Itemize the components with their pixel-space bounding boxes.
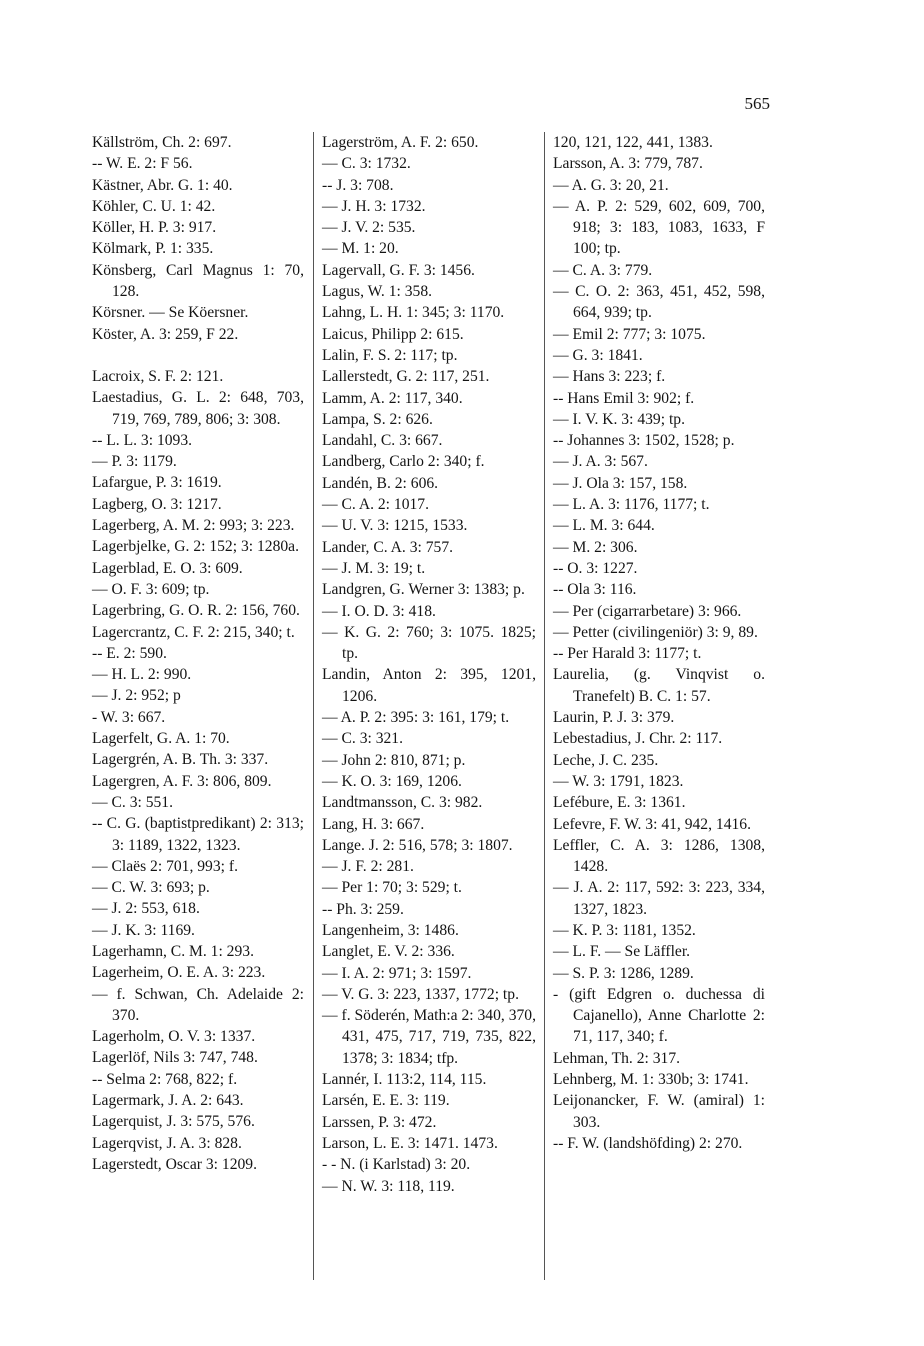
index-entry: — J. H. 3: 1732. (322, 197, 426, 215)
index-entry: — V. G. 3: 223, 1337, 1772; tp. (322, 985, 519, 1003)
index-entry: -- W. E. 2: F 56. (92, 155, 193, 173)
index-entry: — I. O. D. 3: 418. (322, 602, 436, 620)
index-entry: Lefevre, F. W. 3: 41, 942, 1416. (553, 815, 751, 833)
index-entry: Lagerheim, O. E. A. 3: 223. (92, 964, 266, 982)
index-entry: -- C. G. (baptistpredikant) 2: 313; 3: 1189, 1322, 1323. (92, 815, 304, 854)
index-entry: — C. 3: 321. (322, 730, 404, 748)
index-entry: Laestadius, G. L. 2: 648, 703, 719, 769, 789, 806; 3: 308. (92, 389, 304, 428)
index-entry: Langlet, E. V. 2: 336. (322, 943, 455, 961)
index-entry: — f. Söderén, Math:a 2: 340, 370, 431, 475, 717, 719, 735, 822, 1378; 3: 1834; tfp. (322, 1007, 536, 1067)
index-entry: Körsner. — Se Köersner. (92, 304, 249, 322)
index-entry: -- Per Harald 3: 1177; t. (553, 645, 702, 663)
index-entry: Lagberg, O. 3: 1217. (92, 495, 222, 513)
index-entry: -- Ola 3: 116. (553, 581, 637, 599)
index-entry: Lamm, A. 2: 117, 340. (322, 389, 463, 407)
index-entry: -- Selma 2: 768, 822; f. (92, 1070, 238, 1088)
index-entry: Lahng, L. H. 1: 345; 3: 1170. (322, 304, 505, 322)
index-entry: — C. O. 2: 363, 451, 452, 598, 664, 939; tp. (553, 283, 765, 322)
index-entry: — J. Ola 3: 157, 158. (553, 474, 688, 492)
index-entry: Lagergrén, A. B. Th. 3: 337. (92, 751, 269, 769)
index-entry: Lagerfelt, G. A. 1: 70. (92, 730, 230, 748)
index-entry: Lampa, S. 2: 626. (322, 410, 433, 428)
index-entry: Lagerholm, O. V. 3: 1337. (92, 1028, 256, 1046)
index-entry: - W. 3: 667. (92, 708, 166, 726)
index-entry: Källström, Ch. 2: 697. (92, 134, 232, 151)
index-entry: — N. W. 3: 118, 119. (322, 1177, 455, 1195)
index-entry: — Claës 2: 701, 993; f. (92, 857, 238, 875)
index-entry: Lagergren, A. F. 3: 806, 809. (92, 772, 272, 790)
index-entry: — A. G. 3: 20, 21. (553, 176, 669, 194)
index-entry: Lagerstedt, Oscar 3: 1209. (92, 1155, 257, 1173)
index-entry: Leijonancker, F. W. (amiral) 1: 303. (553, 1092, 765, 1131)
index-entry: Köster, A. 3: 259, F 22. (92, 325, 239, 343)
index-entry: Lefébure, E. 3: 1361. (553, 794, 686, 812)
index-entry: Lagerhamn, C. M. 1: 293. (92, 942, 254, 960)
index-entry: — J. 2: 952; p (92, 687, 181, 705)
index-entry: — I. A. 2: 971; 3: 1597. (322, 964, 472, 982)
index-entry: — C. 3: 551. (92, 793, 174, 811)
index-entry: Lallerstedt, G. 2: 117, 251. (322, 368, 490, 386)
index-entry: Landahl, C. 3: 667. (322, 432, 443, 450)
index-entry: Lehnberg, M. 1: 330b; 3: 1741. (553, 1071, 749, 1089)
index-entry: — A. P. 2: 395: 3: 161, 179; t. (322, 709, 510, 727)
index-entry: -- Johannes 3: 1502, 1528; p. (553, 432, 735, 450)
index-entry: -- O. 3: 1227. (553, 559, 638, 577)
index-entry: Lebestadius, J. Chr. 2: 117. (553, 730, 723, 748)
index-entry: — Per 1: 70; 3: 529; t. (322, 879, 462, 897)
index-entry: — Emil 2: 777; 3: 1075. (553, 325, 706, 343)
index-entry: — G. 3: 1841. (553, 346, 643, 364)
index-entry: — L. M. 3: 644. (553, 517, 655, 535)
index-entry: Landén, B. 2: 606. (322, 474, 439, 492)
index-entry: Lacroix, S. F. 2: 121. (92, 367, 224, 385)
index-entry: — f. Schwan, Ch. Adelaide 2: 370. (92, 985, 304, 1024)
column-divider-2 (544, 132, 545, 1280)
index-entry: Lagerberg, A. M. 2: 993; 3: 223. (92, 517, 295, 535)
index-entry: - (gift Edgren o. duchessa di Cajanello), Anne Charlotte 2: 71, 117, 340; f. (553, 985, 765, 1046)
column-divider-1 (313, 132, 314, 1280)
index-entry: Lagermark, J. A. 2: 643. (92, 1092, 244, 1110)
index-entry: 120, 121, 122, 441, 1383. (553, 134, 713, 151)
index-entry: Kästner, Abr. G. 1: 40. (92, 176, 233, 194)
index-entry: Leche, J. C. 235. (553, 751, 659, 769)
index-entry: — K. O. 3: 169, 1206. (322, 772, 462, 790)
index-entry: Landin, Anton 2: 395, 1201, 1206. (322, 666, 536, 705)
index-entry: Lang, H. 3: 667. (322, 815, 425, 833)
index-entry: Lagerquist, J. 3: 575, 576. (92, 1113, 255, 1131)
index-entry: — C. W. 3: 693; p. (92, 879, 210, 897)
index-entry: — S. P. 3: 1286, 1289. (553, 964, 694, 982)
index-entry: Köhler, C. U. 1: 42. (92, 197, 216, 215)
index-entry: — L. A. 3: 1176, 1177; t. (553, 496, 710, 514)
page-number: 565 (744, 94, 770, 113)
index-entry: — C. A. 3: 779. (553, 261, 653, 279)
index-entry: — Petter (civilingeniör) 3: 9, 89. (553, 623, 758, 641)
index-entry: -- F. W. (landshöfding) 2: 270. (553, 1134, 743, 1152)
index-entry: Larssen, P. 3: 472. (322, 1113, 437, 1131)
index-entry: Laurin, P. J. 3: 379. (553, 709, 675, 727)
index-entry: — J. 2: 553, 618. (92, 900, 200, 918)
index-entry: Larsson, A. 3: 779, 787. (553, 155, 703, 173)
index-entry: — P. 3: 1179. (92, 453, 177, 471)
index-entry: — A. P. 2: 529, 602, 609, 700, 918; 3: 183, 1083, 1633, F 100; tp. (553, 197, 765, 258)
index-entry: Lannér, I. 113:2, 114, 115. (322, 1071, 487, 1089)
index-entry: — J. F. 2: 281. (322, 858, 414, 876)
index-entry: -- E. 2: 590. (92, 644, 167, 662)
index-entry: — H. L. 2: 990. (92, 666, 192, 684)
index-entry: Lagerbring, G. O. R. 2: 156, 760. (92, 602, 300, 620)
index-entry: Kölmark, P. 1: 335. (92, 240, 214, 258)
index-entry: — J. V. 2: 535. (322, 219, 416, 237)
index-entry: Lagervall, G. F. 3: 1456. (322, 261, 475, 279)
index-entry: — M. 2: 306. (553, 538, 638, 556)
index-entry: — J. M. 3: 19; t. (322, 559, 426, 577)
index-entry: Lagerqvist, J. A. 3: 828. (92, 1134, 242, 1152)
index-entry: Langenheim, 3: 1486. (322, 921, 459, 939)
index-column-2 (322, 132, 536, 1197)
index-entry: Lange. J. 2: 516, 578; 3: 1807. (322, 836, 513, 854)
index-entry: - - N. (i Karlstad) 3: 20. (322, 1156, 471, 1174)
index-entry: — L. F. — Se Läffler. (553, 943, 691, 961)
index-entry: Landtmansson, C. 3: 982. (322, 794, 483, 812)
index-entry: Lagerström, A. F. 2: 650. (322, 134, 479, 151)
index-entry: — Per (cigarrarbetare) 3: 966. (553, 602, 742, 620)
index-entry: — M. 1: 20. (322, 240, 399, 258)
index-entry: Laicus, Philipp 2: 615. (322, 325, 464, 343)
index-entry: — K. G. 2: 760; 3: 1075. 1825; tp. (322, 623, 536, 663)
index-entry: -- J. 3: 708. (322, 176, 394, 194)
index-entry: Lagercrantz, C. F. 2: 215, 340; t. (92, 623, 295, 641)
index-entry: — I. V. K. 3: 439; tp. (553, 410, 685, 428)
index-entry: Lagerblad, E. O. 3: 609. (92, 559, 243, 577)
index-entry: — C. 3: 1732. (322, 155, 411, 173)
index-entry: Lagus, W. 1: 358. (322, 283, 433, 301)
index-entry: Köller, H. P. 3: 917. (92, 219, 217, 237)
index-entry: Lehman, Th. 2: 317. (553, 1049, 681, 1067)
index-entry: -- Ph. 3: 259. (322, 900, 404, 918)
index-entry: — C. A. 2: 1017. (322, 496, 430, 514)
index-entry: Lafargue, P. 3: 1619. (92, 474, 222, 492)
index-column-1 (92, 132, 304, 1175)
index-entry: Laurelia, (g. Vinqvist o. Tranefelt) B. C. 1: 57. (553, 666, 765, 705)
index-entry: Lalin, F. S. 2: 117; tp. (322, 346, 458, 364)
index-entry: Landgren, G. Werner 3: 1383; p. (322, 581, 525, 599)
index-entry: — J. A. 3: 567. (553, 453, 648, 471)
index-entry: Leffler, C. A. 3: 1286, 1308, 1428. (553, 836, 765, 876)
index-entry: — W. 3: 1791, 1823. (553, 772, 684, 790)
index-entry: — J. A. 2: 117, 592: 3: 223, 334, 1327, 1823. (553, 879, 765, 918)
index-entry: Larson, L. E. 3: 1471. 1473. (322, 1134, 498, 1152)
index-column-3 (553, 132, 765, 1154)
index-entry: Lander, C. A. 3: 757. (322, 538, 454, 556)
index-entry: -- L. L. 3: 1093. (92, 431, 193, 449)
index-entry: Larsén, E. E. 3: 119. (322, 1092, 450, 1110)
index-entry: Lagerbjelke, G. 2: 152; 3: 1280a. (92, 538, 299, 556)
index-entry: — J. K. 3: 1169. (92, 921, 195, 939)
index-entry: -- Hans Emil 3: 902; f. (553, 389, 695, 407)
index-entry: — K. P. 3: 1181, 1352. (553, 921, 696, 939)
index-entry: — O. F. 3: 609; tp. (92, 580, 210, 598)
index-entry: Landberg, Carlo 2: 340; f. (322, 453, 485, 471)
index-entry: Könsberg, Carl Magnus 1: 70, 128. (92, 261, 304, 301)
index-entry: — John 2: 810, 871; p. (322, 751, 466, 769)
index-entry: Lagerlöf, Nils 3: 747, 748. (92, 1049, 258, 1067)
index-entry: — Hans 3: 223; f. (553, 368, 666, 386)
index-entry: — U. V. 3: 1215, 1533. (322, 517, 468, 535)
